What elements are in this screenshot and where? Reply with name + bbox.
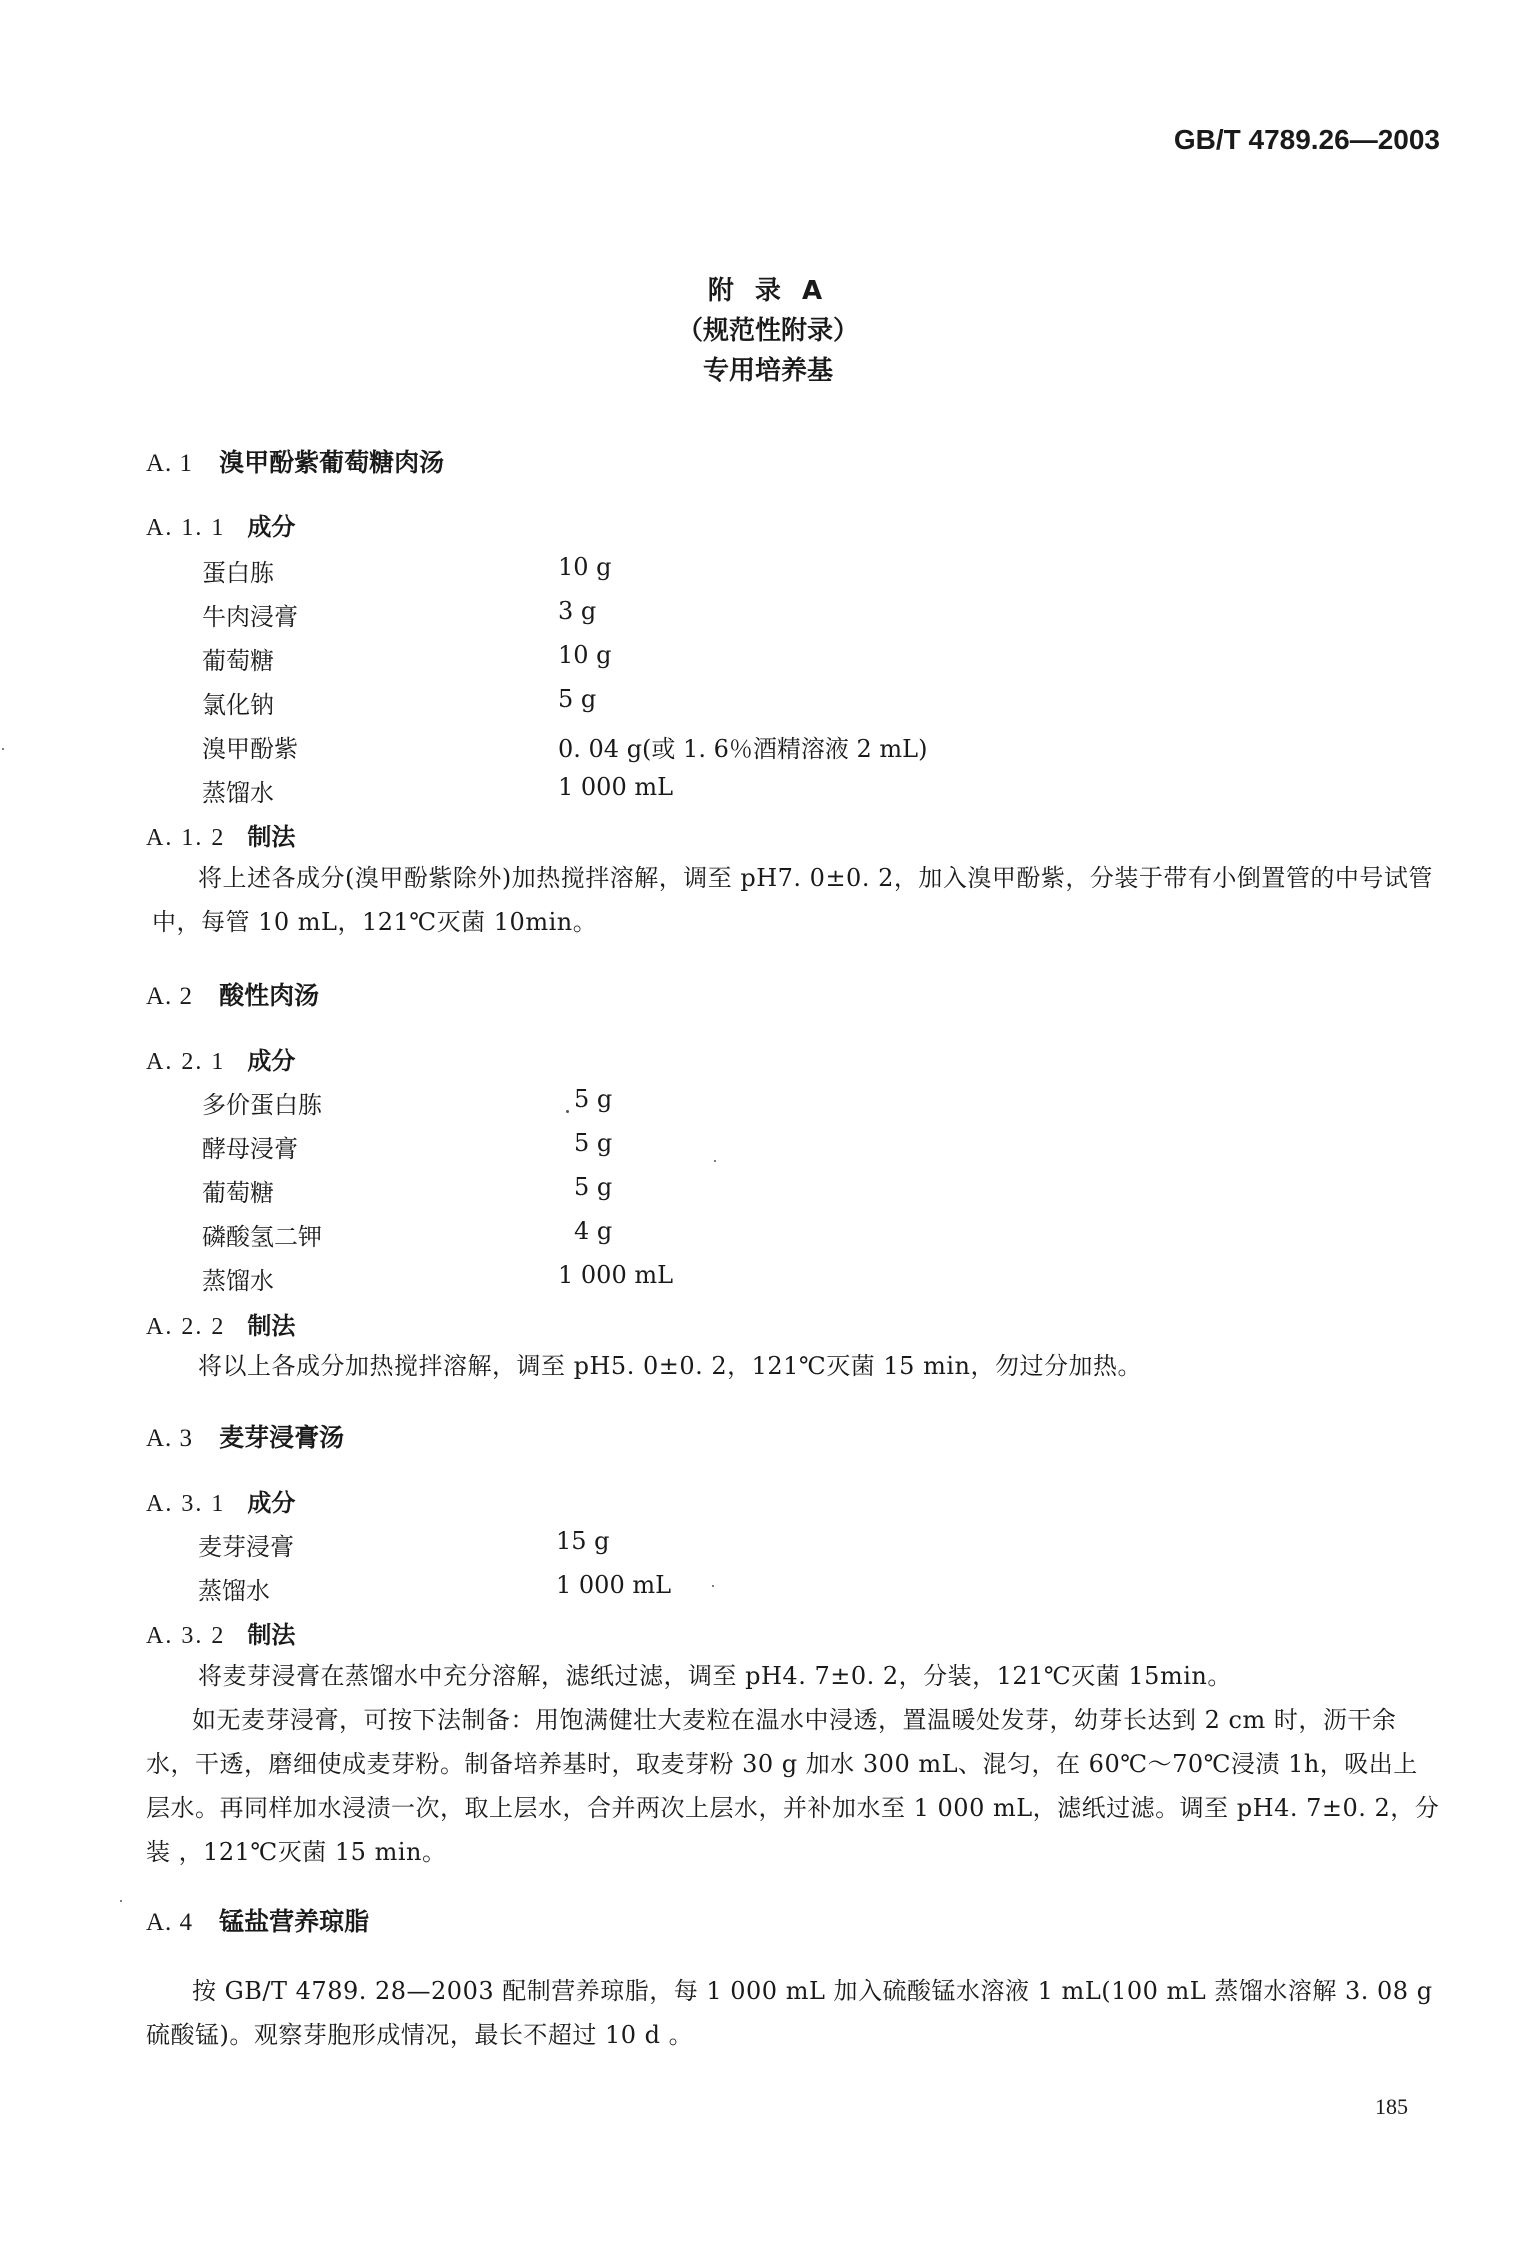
subsection-number: A. 1. 1	[146, 515, 226, 541]
method-paragraph: 将上述各成分(溴甲酚紫除外)加热搅拌溶解，调至 pH7. 0±0. 2，加入溴甲酚紫，分装于带有小倒置管的中号试管中，每管 10 mL，121℃灭菌 10min。	[152, 864, 1433, 936]
standard-number: GB/T 4789.26—2003	[1173, 124, 1440, 155]
ingredient-amount: 5 g	[558, 685, 597, 713]
ingredient-amount: 0. 04 g(或 1. 6％酒精溶液 2 mL)	[558, 735, 928, 763]
section-number: A. 3	[146, 1425, 194, 1452]
ingredient-amount: 3 g	[558, 597, 597, 625]
ingredient-name: 溴甲酚紫	[202, 735, 298, 763]
ingredient-amount: 1 000 mL	[558, 773, 674, 801]
section-title: 麦芽浸膏汤	[219, 1423, 345, 1452]
ingredient-name: 蒸馏水	[202, 779, 274, 807]
subsection-number: A. 3. 2	[146, 1623, 226, 1649]
scan-speck	[712, 1585, 714, 1587]
page-number: 185	[1375, 2094, 1408, 2119]
method-paragraph: 将麦芽浸膏在蒸馏水中充分溶解，滤纸过滤，调至 pH4. 7±0. 2，分装，121℃灭菌 15min。	[198, 1662, 1232, 1690]
ingredient-amount: 10 g	[558, 553, 612, 581]
section-title: 溴甲酚紫葡萄糖肉汤	[219, 448, 445, 477]
scan-speck	[120, 1900, 122, 1902]
ingredient-name: 蒸馏水	[198, 1577, 270, 1605]
subsection-label: 制法	[247, 1312, 296, 1340]
ingredient-name: 酵母浸膏	[202, 1135, 298, 1163]
section-heading-a3	[146, 1418, 344, 1454]
ingredient-amount: 10 g	[558, 641, 612, 669]
ingredient-amount: 5 g	[574, 1085, 613, 1113]
ingredient-amount: 4 g	[574, 1217, 613, 1245]
method-heading-a12	[146, 817, 295, 852]
section-number: A. 2	[146, 983, 194, 1010]
section-number: A. 4	[146, 1909, 194, 1936]
ingredient-name: 多价蛋白胨	[202, 1091, 322, 1119]
components-heading-a31	[146, 1483, 295, 1518]
subsection-number: A. 3. 1	[146, 1491, 226, 1517]
section-body: 按 GB/T 4789. 28—2003 配制营养琼脂，每 1 000 mL 加入硫酸锰水溶液 1 mL(100 mL 蒸馏水溶解 3. 08 g 硫酸锰)。观察芽胞形成情况，最长不超过 10 d 。	[146, 1977, 1433, 2049]
ingredient-amount: 5 g	[574, 1129, 613, 1157]
appendix-subject: 专用培养基	[702, 356, 833, 386]
subsection-label: 制法	[247, 1621, 296, 1649]
section-title: 锰盐营养琼脂	[219, 1907, 370, 1936]
ingredient-amount: 5 g	[574, 1173, 613, 1201]
ingredient-name: 磷酸氢二钾	[202, 1223, 322, 1251]
subsection-label: 制法	[247, 823, 296, 851]
ingredient-name: 葡萄糖	[202, 647, 274, 675]
ingredient-name: 葡萄糖	[202, 1179, 274, 1207]
section-heading-a2	[146, 976, 319, 1012]
ingredient-amount: 1 000 mL	[558, 1261, 674, 1289]
section-number: A. 1	[146, 450, 194, 477]
ingredient-name: 蛋白胨	[202, 559, 274, 587]
appendix-title: 附 录 A	[707, 276, 829, 306]
subsection-number: A. 2. 1	[146, 1049, 226, 1075]
components-heading-a11	[146, 507, 295, 542]
subsection-number: A. 2. 2	[146, 1314, 226, 1340]
ingredient-name: 氯化钠	[202, 691, 274, 719]
method-heading-a22	[146, 1306, 295, 1341]
section-heading-a1	[146, 443, 444, 479]
scan-speck	[566, 1110, 569, 1113]
section-heading-a4	[146, 1902, 369, 1938]
method-heading-a32	[146, 1615, 295, 1650]
subsection-number: A. 1. 2	[146, 825, 226, 851]
scan-speck	[2, 748, 4, 750]
appendix-type: （规范性附录）	[676, 316, 859, 346]
ingredient-amount: 15 g	[556, 1527, 610, 1555]
method-paragraph: 如无麦芽浸膏，可按下法制备：用饱满健壮大麦粒在温水中浸透，置温暖处发芽，幼芽长达到 2 cm 时，沥干余水，干透，磨细使成麦芽粉。制备培养基时，取麦芽粉 30 g 加水 300 mL、混匀，在 60℃～70℃浸渍 1h，吸出上层水。再同样加水浸渍一次，取上层水，合并两次上层水，并补加水至 1 000 mL，滤纸过滤。调至 pH4. 7±0. 2，分装 ，121℃灭菌 15 min。	[146, 1706, 1440, 1866]
method-paragraph: 将以上各成分加热搅拌溶解，调至 pH5. 0±0. 2，121℃灭菌 15 min，勿过分加热。	[198, 1352, 1142, 1380]
scan-speck	[714, 1160, 716, 1162]
components-heading-a21	[146, 1041, 295, 1076]
ingredient-name: 牛肉浸膏	[202, 603, 298, 631]
ingredient-amount: 1 000 mL	[556, 1571, 672, 1599]
subsection-label: 成分	[247, 1489, 296, 1517]
subsection-label: 成分	[247, 1047, 296, 1075]
section-title: 酸性肉汤	[219, 981, 320, 1010]
ingredient-name: 麦芽浸膏	[198, 1533, 294, 1561]
subsection-label: 成分	[247, 513, 296, 541]
ingredient-name: 蒸馏水	[202, 1267, 274, 1295]
